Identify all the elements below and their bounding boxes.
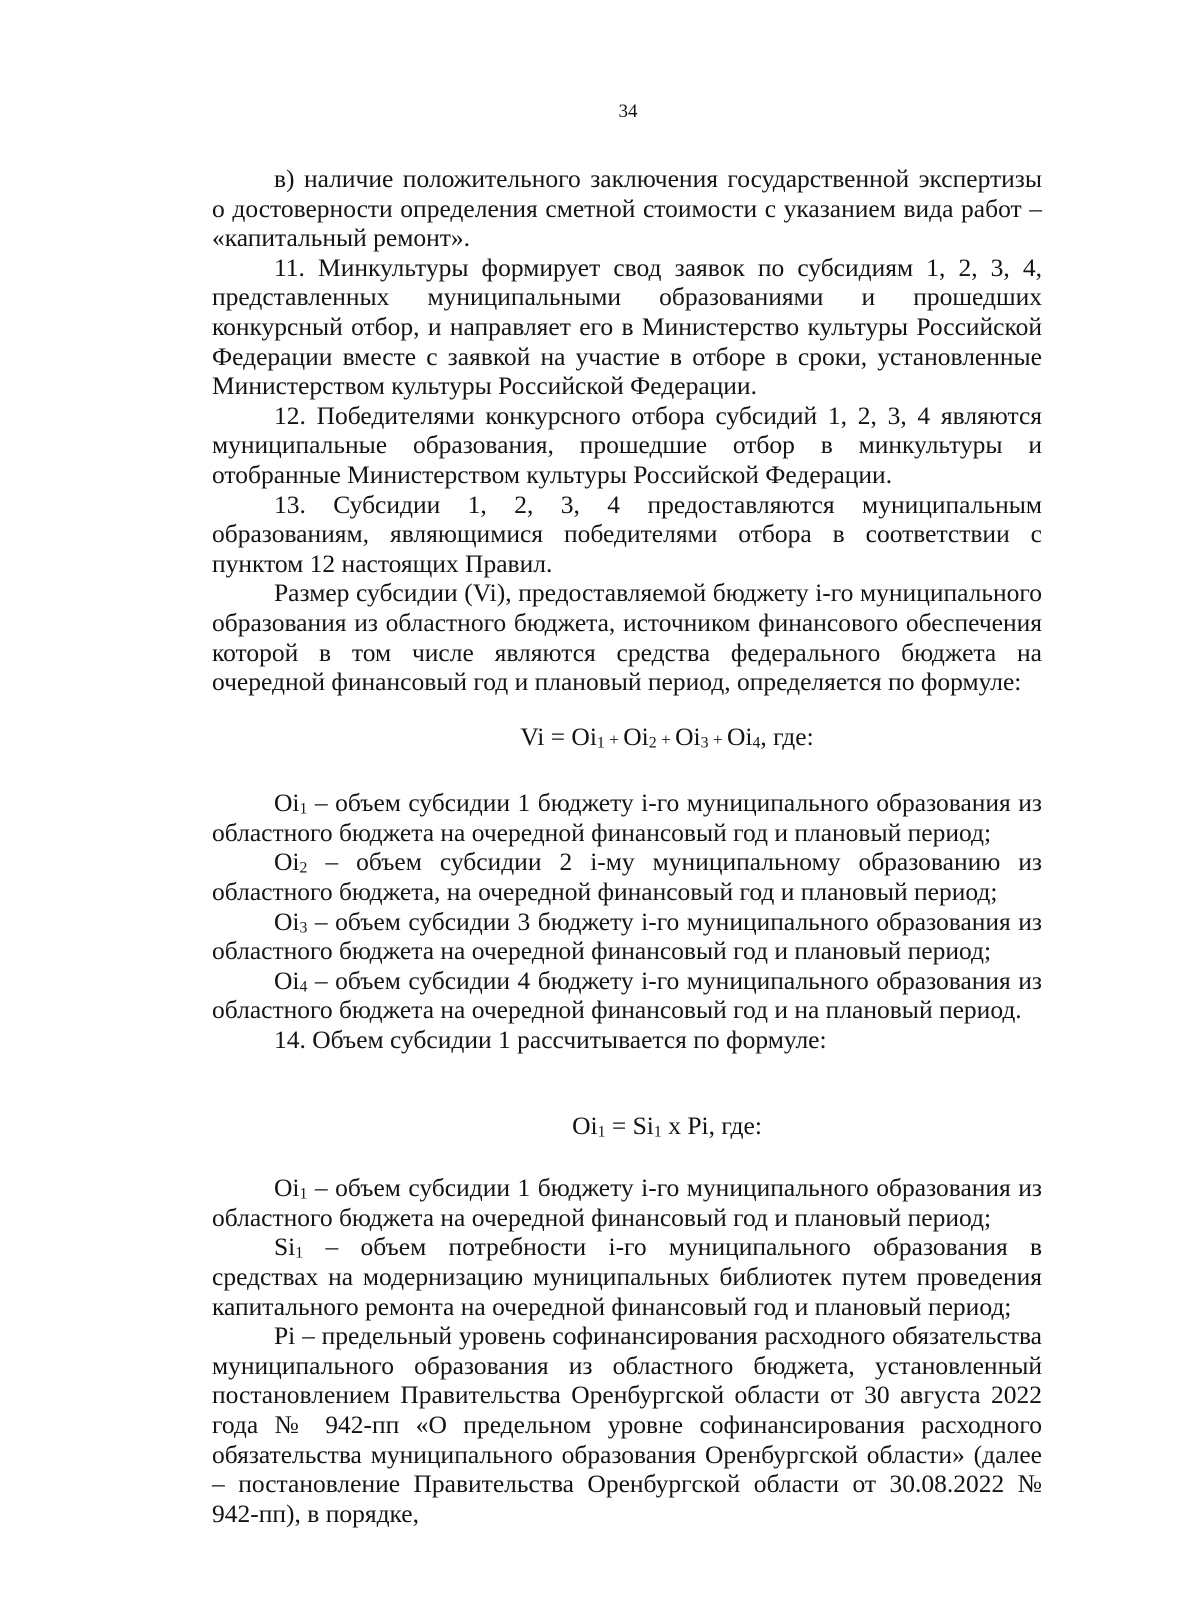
document-body (212, 164, 1042, 1528)
definition-oi1: $Oi_1$ – объем субсидии 1 бюджету i-го муниципального образования из областного бюджета на очередной финансовый год и плановый период; (212, 788, 1043, 847)
paragraph-v: в) наличие положительного заключения государственной экспертизы о достоверности определения сметной стоимости с указанием вида работ – «капитальный ремонт». (212, 164, 1042, 253)
paragraph-13: 13. Субсидии 1, 2, 3, 4 предоставляются муниципальным образованиям, являющимися победителями отбора в соответствии с пунктом 12 настоящих Правил. (212, 489, 1042, 578)
paragraph-12: 12. Победителями конкурсного отбора субсидий 1, 2, 3, 4 являются муниципальные образования, прошедшие отбор в минкультуры и отобранные Министерством культуры Российской Федерации. (212, 400, 1042, 489)
formula-vi-lhs: Vi = (520, 721, 572, 751)
paragraph-14: 14. Объем субсидии 1 рассчитывается по формуле: (274, 1025, 827, 1055)
definition-oi1-second: $Oi_1$ – объем субсидии 1 бюджету i-го муниципального образования из областного бюджета на очередной финансовый год и плановый период; (212, 1173, 1043, 1232)
definition-oi3: $Oi_3$ – объем субсидии 3 бюджету i-го муниципального образования из областного бюджета на очередной финансовый год и плановый период; (212, 906, 1043, 966)
definition-si1: $Si_1$ – объем потребности i-го муниципального образования в средствах на модернизацию муниципальных библиотек путем проведения капитального ремонта на очередной финансовый год и плановый период; (212, 1232, 1042, 1321)
paragraph-subsidy-size: Размер субсидии (Vi), предоставляемой бюджету i-го муниципального образования из областного бюджета, источником финансового обеспечения которой в том числе являются средства федерального бюджета на очередной финансовый год и плановый период, определяется по формуле: (212, 578, 1042, 697)
paragraph-11: 11. Минкультуры формирует свод заявок по субсидиям 1, 2, 3, 4, представленных муниципальными образованиями и прошедших конкурсный отбор, и направляет его в Министерство культуры Российской Федерации вместе с заявкой на участие в отборе в сроки, установленные Министерством культуры Российской Федерации. (212, 252, 1042, 401)
page-number: 34 (618, 101, 638, 122)
formula-oi1: $Oi_1 = Si_1$ x Pi, где: (572, 1110, 762, 1140)
definition-oi2: $Oi_2$ – объем субсидии 2 i-му муниципальному образованию из областного бюджета, на очередной финансовый год и плановый период; (212, 847, 1042, 907)
definition-pi: Pi – предельный уровень софинансирования расходного обязательства муниципального образования из областного бюджета, установленный постановлением Правительства Оренбургской области от 30 августа 2022 года № 942-пп «О предельном уровне софинансирования расходного обязательства муниципального образования Оренбургской области» (далее – постановление Правительства Оренбургской области от 30.08.2022 № 942-пп), в порядке, (212, 1321, 1042, 1528)
definition-oi4: $Oi_4$ – объем субсидии 4 бюджету i-го муниципального образования из областного бюджета на очередной финансовый год и на плановый период. (212, 965, 1043, 1025)
formula-vi: $Vi = Oi_1 + Oi_2 + Oi_3 + Oi_4$, где: (520, 721, 814, 752)
